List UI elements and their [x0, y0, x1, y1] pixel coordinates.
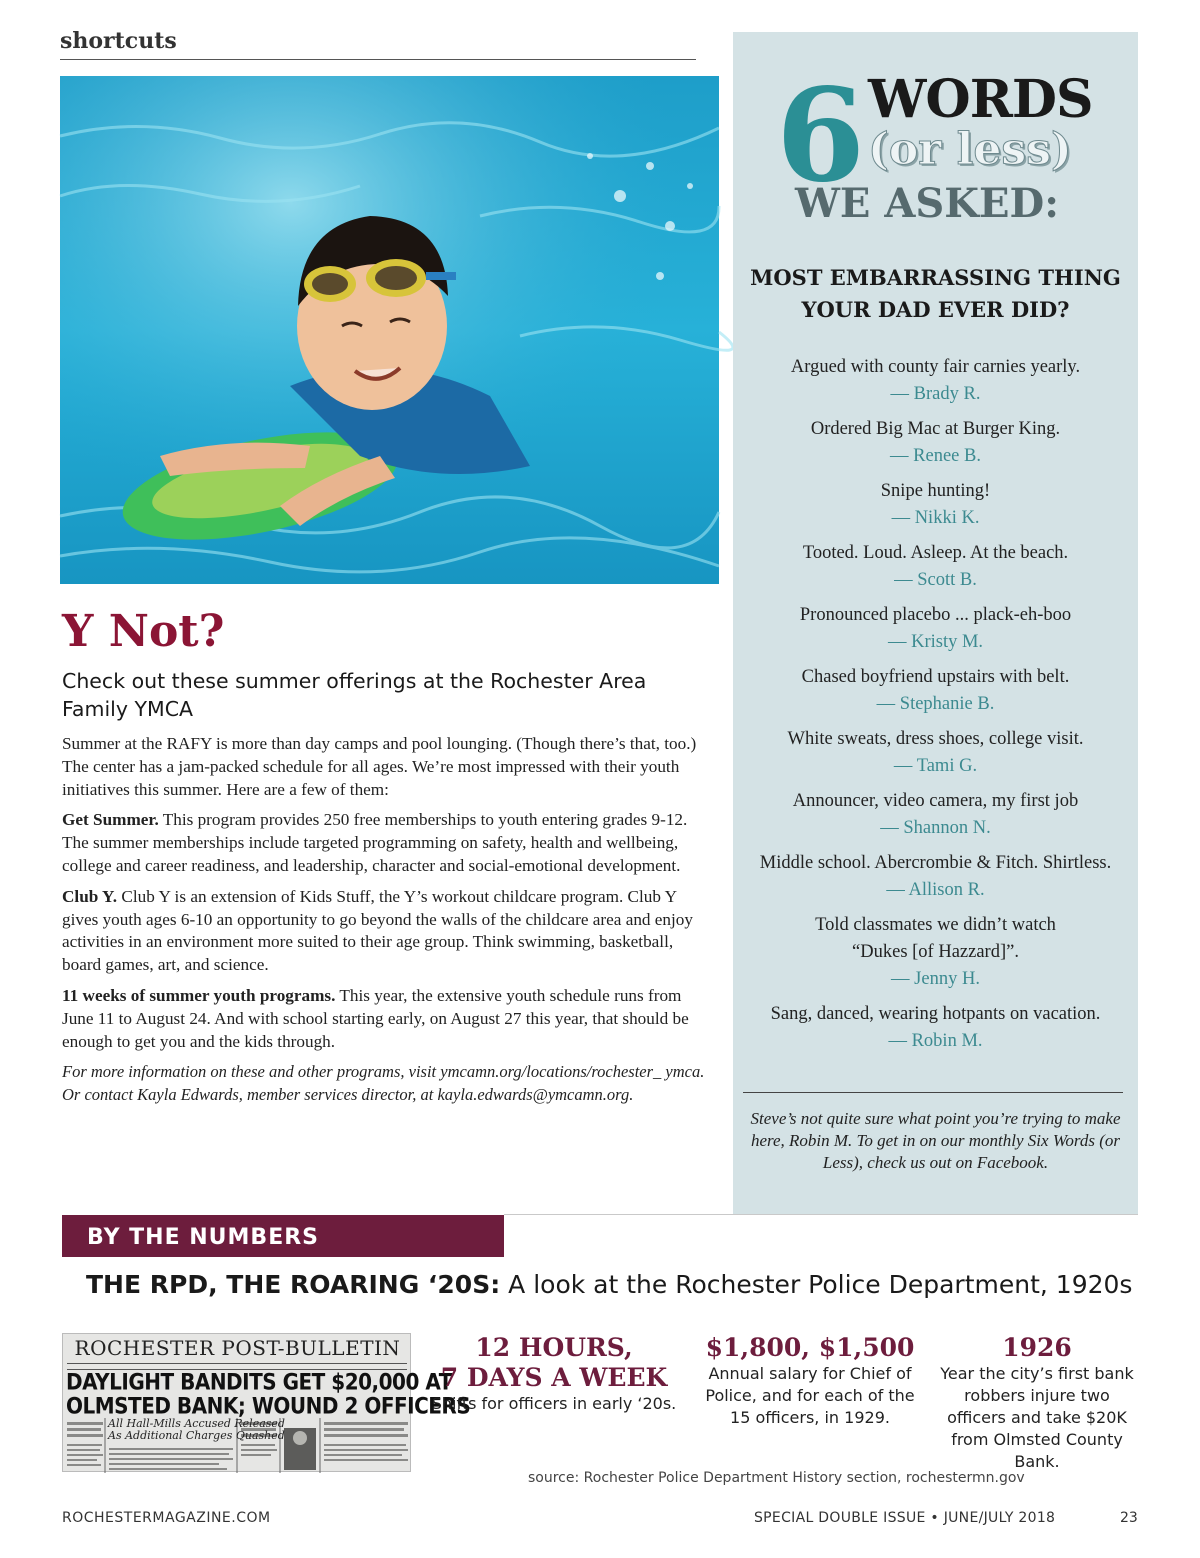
answer-author: — Kristy M. [887, 632, 984, 652]
stat-description: Annual salary for Chief of Police, and for each of the 15 officers, in 1929. [705, 1364, 915, 1427]
newspaper-clipping [62, 1333, 471, 1472]
page-number: 23 [1120, 1510, 1138, 1526]
answer-item [733, 788, 1138, 842]
answer-item [733, 416, 1138, 470]
article-item-title: Get Summer. [62, 810, 159, 830]
footer-issue: SPECIAL DOUBLE ISSUE • JUNE/JULY 2018 [754, 1510, 1056, 1526]
answer-author: — Allison R. [886, 880, 985, 900]
article-item-text: This program provides 250 free memberships to youth entering grades 9-12. The summer memberships include targeted programming on safety, health and wellbeing, college and career readiness, and leadership, character and social-emotional development. [62, 810, 688, 875]
stat-hours [420, 1333, 688, 1415]
article-intro: Summer at the RAFY is more than day camps and pool lounging. (Though there’s that, too.) The center has a jam-packed schedule for all ages. We’re most impressed with their youth initiatives this summer. Here are a few of them: [62, 734, 697, 799]
article-item-title: Club Y. [62, 886, 118, 906]
answer-text: Tooted. Loud. Asleep. At the beach. [802, 543, 1069, 563]
sidebar-note: Steve’s not quite sure what point you’re trying to make here, Robin M. To get in on our monthly Six Words (or Less), check us out on Facebook. [750, 1109, 1121, 1172]
article-item-text: This year, the extensive youth schedule runs from June 11 to August 24. And with school starting early, on August 27 this year, that should be enough to get you and the kids through. [62, 985, 689, 1051]
child-swimming-photo [60, 76, 719, 584]
big-six: 6 [776, 61, 866, 211]
answer-item [733, 602, 1138, 656]
numbers-title [86, 1270, 1132, 1299]
six-words-sidebar [733, 32, 1138, 1214]
newspaper-subhead [108, 1418, 285, 1442]
numbers-title-strong: THE RPD, THE ROARING ‘20S: [86, 1270, 501, 1299]
article-headline: Y Not? [62, 606, 225, 657]
stat-salary [696, 1333, 924, 1429]
answer-list [733, 354, 1138, 1063]
answer-author: — Shannon N. [880, 818, 991, 838]
stat-value-line-2: 7 DAYS A WEEK [440, 1363, 668, 1392]
sidebar-divider [743, 1092, 1123, 1093]
answer-author: — Scott B. [894, 570, 977, 590]
article-item-title: 11 weeks of summer youth programs. [62, 985, 336, 1005]
newspaper-masthead: ROCHESTER POST-BULLETIN [74, 1336, 401, 1360]
stat-description: Year the city’s first bank robbers injure two officers and take $20K from Olmsted County Bank. [940, 1364, 1134, 1471]
question-line-2: YOUR DAD EVER DID? [801, 297, 1070, 322]
article-item-text: Club Y is an extension of Kids Stuff, the Y’s workout childcare program. Club Y gives youth ages 6-10 an opportunity to go beyond the walls of the childcare area and enjoy activities in an environment more suited to their age group. Think swimming, basketball, board games, art, and science. [62, 886, 693, 975]
answer-text: Middle school. Abercrombie & Fitch. Shirtless. [759, 853, 1112, 873]
answer-text: White sweats, dress shoes, college visit. [787, 729, 1084, 749]
answer-text: Pronounced placebo ... plack-eh-boo [799, 605, 1072, 625]
article-item [62, 809, 712, 877]
answer-item [733, 354, 1138, 408]
answer-text: Ordered Big Mac at Burger King. [810, 419, 1061, 439]
by-the-numbers-band [62, 1215, 504, 1257]
source-note: source: Rochester Police Department History section, rochestermn.gov [528, 1470, 1025, 1486]
article-item [62, 886, 712, 977]
words-label: WORDS [868, 69, 1093, 130]
answer-item [733, 664, 1138, 718]
answer-author: — Tami G. [893, 756, 978, 776]
band-divider [504, 1214, 1138, 1215]
answer-item [733, 1001, 1138, 1055]
six-words-title [733, 61, 1138, 272]
answer-author: — Renee B. [890, 446, 981, 466]
answer-text: Sang, danced, wearing hotpants on vacation. [770, 1004, 1101, 1024]
by-the-numbers-label: BY THE NUMBERS [87, 1225, 320, 1250]
stat-value: 1926 [1002, 1333, 1072, 1362]
answer-text: Argued with county fair carnies yearly. [790, 357, 1081, 377]
question-line-1: MOST EMBARRASSING THING [750, 265, 1121, 290]
answer-author: — Nikki K. [891, 508, 980, 528]
we-asked-label: WE ASKED: [795, 180, 1059, 227]
answer-text: Snipe hunting! [880, 481, 991, 501]
answer-item [733, 912, 1138, 993]
answer-item [733, 850, 1138, 904]
answer-text-line-2: “Dukes [of Hazzard]”. [852, 942, 1019, 962]
stat-year [934, 1333, 1140, 1473]
newspaper-headline-2: OLMSTED BANK; WOUND 2 OFFICERS [66, 1392, 471, 1420]
answer-item [733, 540, 1138, 594]
section-tag: shortcuts [60, 28, 696, 60]
newspaper-subhead-line-1: All Hall-Mills Accused Released [108, 1417, 285, 1430]
answer-item [733, 478, 1138, 532]
footer-site: ROCHESTERMAGAZINE.COM [62, 1510, 271, 1526]
answer-author: — Robin M. [888, 1031, 983, 1051]
numbers-title-rest: A look at the Rochester Police Department, 1920s [500, 1270, 1133, 1299]
article-body [62, 733, 712, 1114]
answer-text: Chased boyfriend upstairs with belt. [801, 667, 1070, 687]
question [733, 262, 1138, 326]
answer-author: — Jenny H. [891, 969, 980, 989]
stat-value: $1,800, $1,500 [705, 1333, 915, 1362]
answer-author: — Brady R. [890, 384, 981, 404]
stat-description: Shifts for officers in early ‘20s. [431, 1394, 677, 1413]
article-subhead: Check out these summer offerings at the Rochester Area Family YMCA [62, 669, 647, 721]
stat-value: 12 HOURS, [475, 1333, 633, 1362]
answer-text: Announcer, video camera, my first job [792, 791, 1079, 811]
more-info: For more information on these and other programs, visit ymcamn.org/locations/rochester_ ymca. Or contact Kayla Edwards, member services director, at kayla.edwards@ymcamn.org. [62, 1062, 705, 1104]
answer-text: Told classmates we didn’t watch [815, 915, 1056, 935]
newspaper-subhead-line-2: As Additional Charges Quashed [108, 1429, 285, 1442]
or-less-label: (or less) [868, 124, 1072, 175]
answer-author: — Stephanie B. [876, 694, 995, 714]
newspaper-headline-1: DAYLIGHT BANDITS GET $20,000 AT [66, 1368, 452, 1396]
answer-item [733, 726, 1138, 780]
article-item [62, 985, 712, 1053]
